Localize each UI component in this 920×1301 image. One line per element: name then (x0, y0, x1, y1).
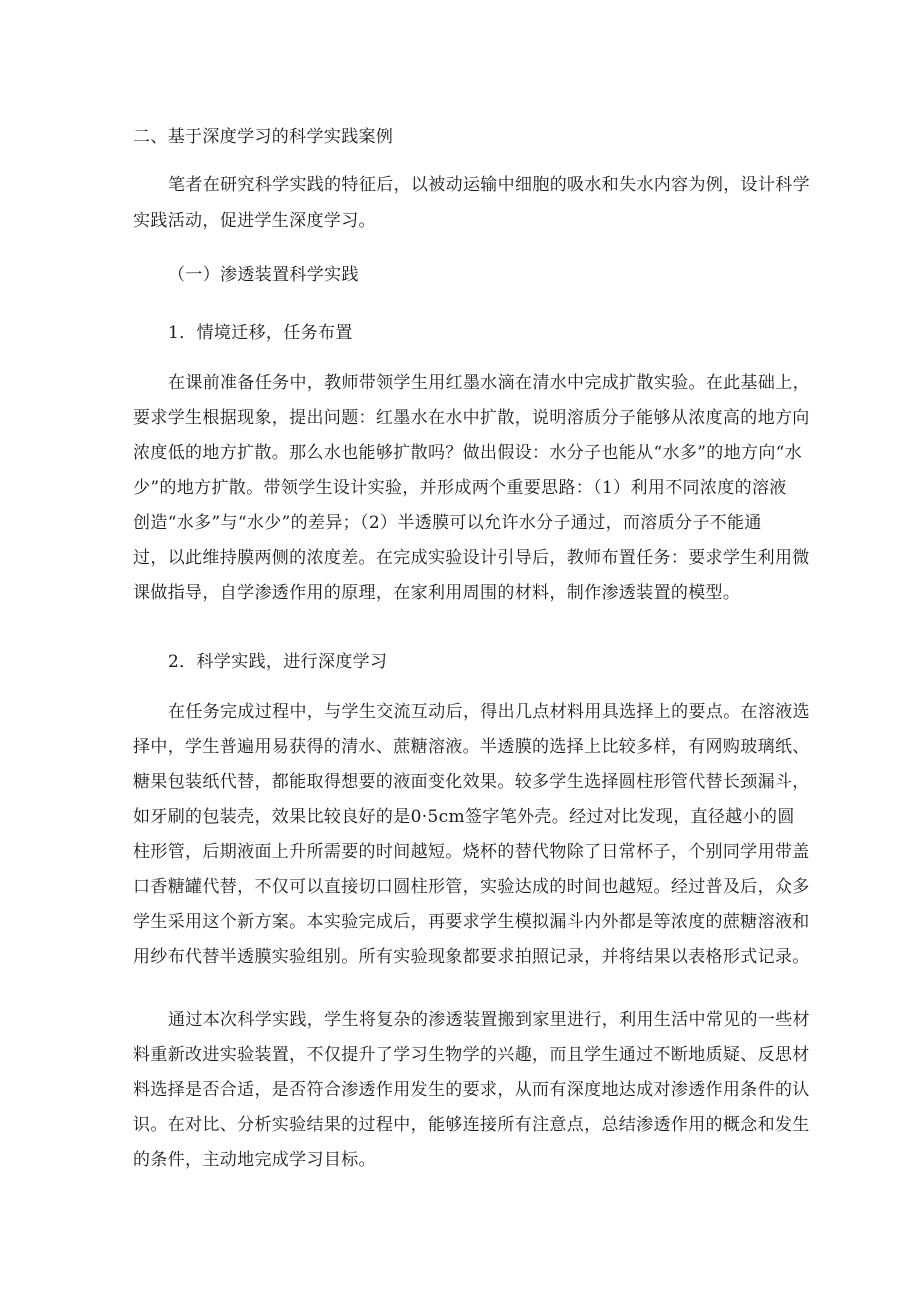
paragraph-line: 课做指导，自学渗透作用的原理，在家利用周围的材料，制作渗透装置的模型。 (133, 583, 741, 603)
paragraph-line: 用纱布代替半透膜实验组别。所有实验现象都要求拍照记录，并将结果以表格形式记录。 (133, 947, 810, 967)
paragraph-line: 识。在对比、分析实验结果的过程中，能够连接所有注意点，总结渗透作用的概念和发生 (133, 1115, 810, 1135)
paragraph-line: 糖果包装纸代替，都能取得想要的液面变化效果。较多学生选择圆柱形管代替长颈漏斗， (133, 772, 810, 792)
intro-line: 实践活动，促进学生深度学习。 (133, 211, 376, 231)
paragraph-line: 如牙刷的包装壳，效果比较良好的是0·5cm签字笔外壳。经过对比发现，直径越小的圆 (133, 807, 795, 827)
paragraph-line: 在课前准备任务中，教师带领学生用红墨水滴在清水中完成扩散实验。在此基础上， (168, 373, 810, 393)
item-title: 2．科学实践，进行深度学习 (168, 652, 388, 672)
intro-line: 笔者在研究科学实践的特征后，以被动运输中细胞的吸水和失水内容为例，设计科学 (168, 175, 810, 195)
paragraph-line: 要求学生根据现象，提出问题：红墨水在水中扩散，说明溶质分子能够从浓度高的地方向 (133, 408, 810, 428)
item-title: 1．情境迁移，任务布置 (168, 323, 353, 343)
paragraph-line: 柱形管，后期液面上升所需要的时间越短。烧杯的替代物除了日常杯子，个别同学用带盖 (133, 842, 810, 862)
paragraph-line: 择中，学生普遍用易获得的清水、蔗糖溶液。半透膜的选择上比较多样，有网购玻璃纸、 (133, 737, 810, 757)
paragraph-line: 浓度低的地方扩散。那么水也能够扩散吗？做出假设：水分子也能从“水多”的地方向“水 (133, 443, 803, 463)
paragraph-line: 学生采用这个新方案。本实验完成后，再要求学生模拟漏斗内外都是等浓度的蔗糖溶液和 (133, 912, 810, 932)
paragraph-line: 少”的地方扩散。带领学生设计实验，并形成两个重要思路：（1）利用不同浓度的溶液 (133, 478, 787, 498)
paragraph-line: 的条件，主动地完成学习目标。 (133, 1150, 376, 1170)
paragraph-line: 通过本次科学实践，学生将复杂的渗透装置搬到家里进行，利用生活中常见的一些材 (168, 1010, 810, 1030)
paragraph-line: 过，以此维持膜两侧的浓度差。在完成实验设计引导后，教师布置任务：要求学生利用微 (133, 548, 810, 568)
paragraph-line: 在任务完成过程中，与学生交流互动后，得出几点材料用具选择上的要点。在溶液选 (168, 702, 810, 722)
subsection-heading: （一）渗透装置科学实践 (168, 265, 359, 285)
paragraph-line: 料选择是否合适，是否符合渗透作用发生的要求，从而有深度地达成对渗透作用条件的认 (133, 1080, 810, 1100)
paragraph-line: 料重新改进实验装置，不仅提升了学习生物学的兴趣，而且学生通过不断地质疑、反思材 (133, 1045, 810, 1065)
paragraph-line: 口香糖罐代替，不仅可以直接切口圆柱形管，实验达成的时间也越短。经过普及后，众多 (133, 877, 810, 897)
paragraph-line: 创造“水多”与“水少”的差异；（2）半透膜可以允许水分子通过，而溶质分子不能通 (133, 513, 762, 533)
section-heading: 二、基于深度学习的科学实践案例 (133, 127, 394, 147)
